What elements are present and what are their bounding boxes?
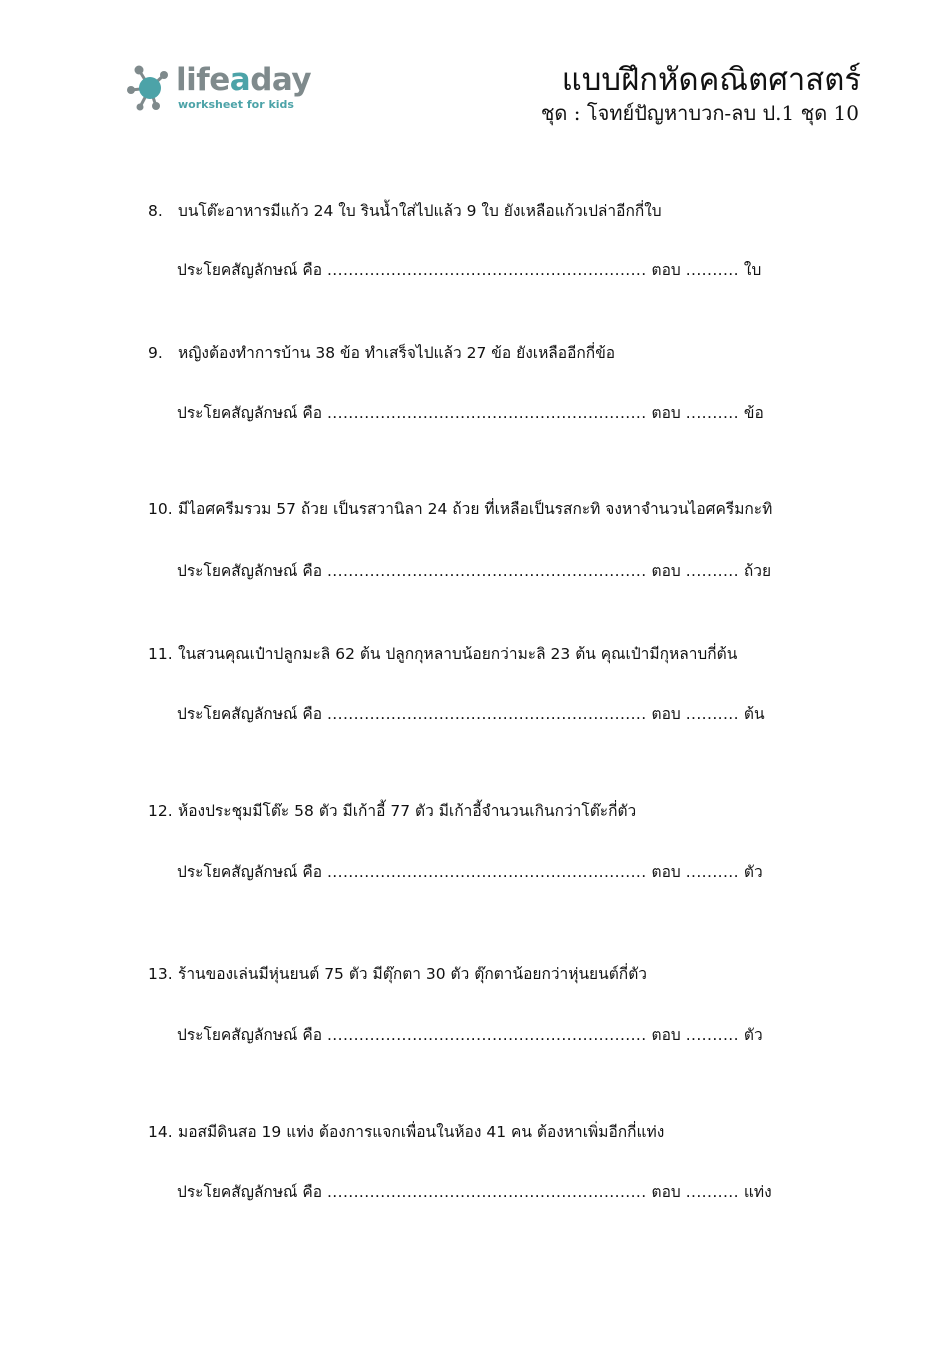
equation-label: ประโยคสัญลักษณ์ คือ [177, 1183, 323, 1201]
question-item [148, 200, 662, 222]
equation-blank[interactable]: ............................................................ [326, 562, 647, 580]
question-text: ร้านของเล่นมีหุ่นยนต์ 75 ตัว มีตุ๊กตา 30 ตัว ตุ๊กตาน้อยกว่าหุ่นยนต์กี่ตัว [178, 965, 647, 983]
equation-blank[interactable]: ............................................................ [326, 1026, 647, 1044]
answer-blank[interactable]: .......... [685, 1183, 739, 1201]
equation-label: ประโยคสัญลักษณ์ คือ [177, 562, 323, 580]
question-item [148, 643, 737, 665]
equation-label: ประโยคสัญลักษณ์ คือ [177, 863, 323, 881]
question-number: 12. [148, 802, 173, 820]
answer-label: ตอบ [651, 261, 681, 279]
answer-blank[interactable]: .......... [685, 705, 739, 723]
answer-blank[interactable]: .......... [685, 562, 739, 580]
equation-blank[interactable]: ............................................................ [326, 404, 647, 422]
question-text: มีไอศครีมรวม 57 ถ้วย เป็นรสวานิลา 24 ถ้วย ที่เหลือเป็นรสกะทิ จงหาจำนวนไอศครีมกะทิ [178, 500, 773, 518]
answer-unit: ใบ [743, 261, 762, 279]
question-item [148, 963, 647, 985]
answer-line [177, 1181, 772, 1203]
equation-blank[interactable]: ............................................................ [326, 863, 647, 881]
answer-blank[interactable]: .......... [685, 261, 739, 279]
question-text: ในสวนคุณเป๋าปลูกมะลิ 62 ต้น ปลูกกุหลาบน้อยกว่ามะลิ 23 ต้น คุณเป๋ามีกุหลาบกี่ต้น [178, 645, 738, 663]
question-item [148, 1121, 664, 1143]
logo-tagline: worksheet for kids [178, 98, 294, 111]
worksheet-title: แบบฝึกหัดคณิตศาสตร์ [561, 62, 861, 98]
question-item [148, 498, 772, 520]
question-number: 10. [148, 500, 173, 518]
answer-line [177, 1024, 763, 1046]
answer-label: ตอบ [651, 863, 681, 881]
question-number: 8. [148, 202, 163, 220]
answer-unit: ตัว [743, 1026, 763, 1044]
question-number: 11. [148, 645, 173, 663]
equation-blank[interactable]: ............................................................ [326, 705, 647, 723]
equation-label: ประโยคสัญลักษณ์ คือ [177, 261, 323, 279]
question-text: มอสมีดินสอ 19 แท่ง ต้องการแจกเพื่อนในห้อง 41 คน ต้องหาเพิ่มอีกกี่แท่ง [178, 1123, 665, 1141]
logo-wordmark: lifeaday [176, 62, 312, 98]
answer-unit: แท่ง [743, 1183, 772, 1201]
answer-unit: ถ้วย [743, 562, 772, 580]
molecule-logo-icon [126, 62, 174, 114]
answer-unit: ตัว [743, 863, 763, 881]
lifeaday-logo [126, 60, 316, 118]
answer-unit: ข้อ [743, 404, 764, 422]
answer-label: ตอบ [651, 404, 681, 422]
answer-line [177, 861, 763, 883]
equation-label: ประโยคสัญลักษณ์ คือ [177, 705, 323, 723]
answer-label: ตอบ [651, 1026, 681, 1044]
question-item [148, 342, 615, 364]
question-text: หญิงต้องทำการบ้าน 38 ข้อ ทำเสร็จไปแล้ว 27 ข้อ ยังเหลืออีกกี่ข้อ [178, 344, 616, 362]
question-number: 13. [148, 965, 173, 983]
equation-blank[interactable]: ............................................................ [326, 261, 647, 279]
answer-line [177, 560, 771, 582]
worksheet-subtitle: ชุด : โจทย์ปัญหาบวก-ลบ ป.1 ชุด 10 [540, 101, 859, 125]
answer-blank[interactable]: .......... [685, 863, 739, 881]
answer-line [177, 703, 765, 725]
answer-label: ตอบ [651, 705, 681, 723]
answer-blank[interactable]: .......... [685, 404, 739, 422]
answer-unit: ต้น [743, 705, 765, 723]
question-item [148, 800, 636, 822]
question-text: บนโต๊ะอาหารมีแก้ว 24 ใบ รินน้ำใส่ไปแล้ว 9 ใบ ยังเหลือแก้วเปล่าอีกกี่ใบ [178, 202, 662, 220]
question-text: ห้องประชุมมีโต๊ะ 58 ตัว มีเก้าอี้ 77 ตัว มีเก้าอี้จำนวนเกินกว่าโต๊ะกี่ตัว [178, 802, 637, 820]
answer-line [177, 402, 764, 424]
answer-label: ตอบ [651, 1183, 681, 1201]
answer-line [177, 259, 761, 281]
equation-label: ประโยคสัญลักษณ์ คือ [177, 1026, 323, 1044]
answer-blank[interactable]: .......... [685, 1026, 739, 1044]
answer-label: ตอบ [651, 562, 681, 580]
question-number: 9. [148, 344, 163, 362]
question-number: 14. [148, 1123, 173, 1141]
equation-label: ประโยคสัญลักษณ์ คือ [177, 404, 323, 422]
equation-blank[interactable]: ............................................................ [326, 1183, 647, 1201]
